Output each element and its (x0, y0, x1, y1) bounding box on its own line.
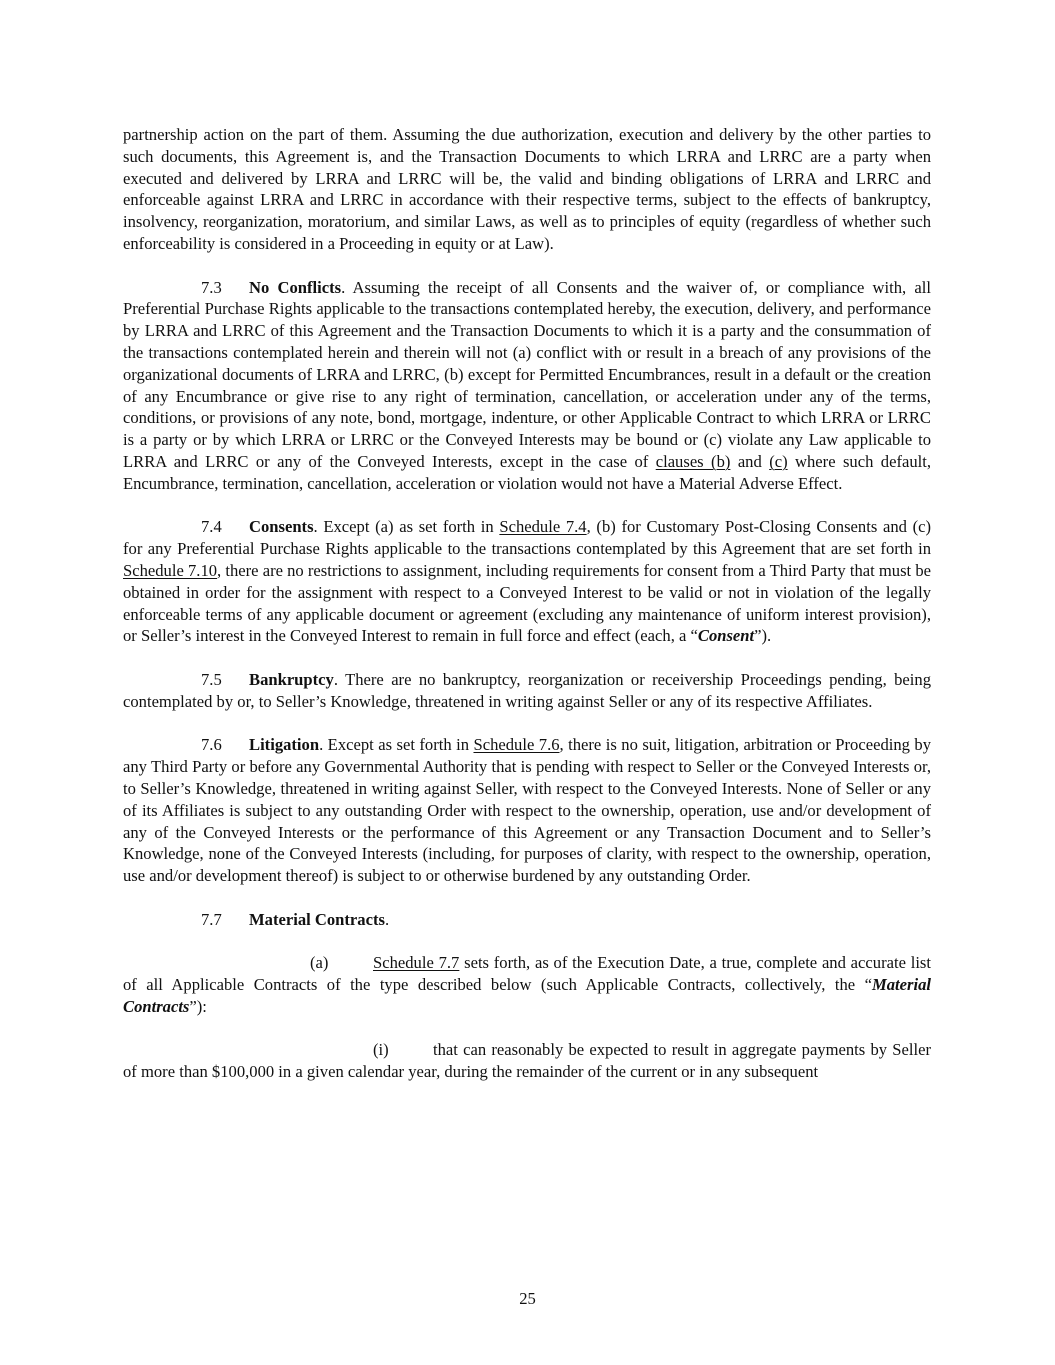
section-number: 7.4 (201, 517, 222, 537)
section-heading: Material Contracts (249, 909, 385, 929)
subsection-text: sets forth, as of the Execution Date, a true, complete and accurate list of all Applicable Contracts of the type described below (such Applicable Contracts, collectively, the “ (123, 953, 931, 995)
section-text: , there is no suit, litigation, arbitration or Proceeding by any Third Party or before any Governmental Authority that is pending with respect to Seller or the Conveyed Interests or, to Seller’s Knowledge, threatened in writing against Seller, with respect to the Conveyed Interests. None of Seller or any of its Affiliates is subject to any outstanding Order with respect to the ownership, operation, use and/or development of any of the Conveyed Interests or the performance of this Agreement or any Transaction Document and to Seller’s Knowledge, none of the Conveyed Interests (including, for purposes of clarity, with respect to the ownership, operation, use and/or development thereof) is subject to or otherwise burdened by any outstanding Order. (123, 735, 931, 886)
subsection-label: (a) (310, 953, 329, 973)
subsection-text: that can reasonably be expected to result in aggregate payments by Seller of more than $100,000 in a given calendar year, during the remainder of the current or in any subsequent (123, 1040, 931, 1082)
section-7-3-no-conflicts (123, 277, 931, 495)
defined-term-consent: Consent (697, 626, 755, 646)
subsection-7-7-a (123, 952, 931, 1017)
section-text: . Assuming the receipt of all Consents and the waiver of, or compliance with, all Preferential Purchase Rights applicable to the transactions contemplated hereby, the execution, delivery, and performance by LRRA and LRRC of this Agreement and the Transaction Documents to which it is a party and the consummation of the transactions contemplated herein and therein will not (a) conflict with or result in a breach of any provisions of the organizational documents of LRRA and LRRC, (b) except for Permitted Encumbrances, result in a default or the creation of any Encumbrance or give rise to any right of termination, cancellation, or acceleration under any of the terms, conditions, or provisions of any note, bond, mortgage, indenture, or other Applicable Contract to which LRRA or LRRC is a party or by which LRRA or LRRC or the Conveyed Interests may be bound or (c) violate any Law applicable to LRRA and LRRC or any of the Conveyed Interests, except in the case of (123, 277, 931, 471)
section-number: 7.7 (201, 909, 222, 929)
continuation-paragraph (123, 124, 931, 255)
section-text: ”). (754, 626, 772, 646)
section-text: , there are no restrictions to assignment, including requirements for consent from a Third Party that must be obtained in order for the assignment with respect to a Conveyed Interest to be valid or not in violation of the legally enforceable terms of any applicable document or agreement (excluding any maintenance of uniform interest provision), or Seller’s interest in the Conveyed Interest to remain in full force and effect (each, a “ (123, 560, 931, 646)
schedule-7-10-reference[interactable]: Schedule 7.10 (123, 560, 218, 580)
section-text: . Except (a) as set forth in (313, 517, 500, 537)
subsection-label: (i) (373, 1040, 389, 1060)
document-page (123, 124, 931, 1083)
section-7-7-material-contracts (123, 909, 931, 931)
section-text: where such default, Encumbrance, termination, cancellation, acceleration or violation would not have a Material Adverse Effect. (123, 451, 932, 493)
section-text: and (730, 451, 770, 471)
section-text: . There are no bankruptcy, reorganization or receivership Proceedings pending, being contemplated by or, to Seller’s Knowledge, threatened in writing against Seller or any of its respective Affiliates. (123, 669, 931, 711)
clause-reference-b[interactable]: clauses (b) (655, 451, 731, 471)
defined-term-material-contracts: Material Contracts (123, 975, 931, 1016)
section-number: 7.3 (201, 277, 222, 297)
section-7-6-litigation (123, 734, 931, 887)
paragraph-text: partnership action on the part of them. Assuming the due authorization, execution and delivery by the other parties to such documents, this Agreement is, and the Transaction Documents to which LRRA and LRRC are a party when executed and delivered by LRRA and LRRC will be, the valid and binding obligations of LRRA and LRRC and enforceable against LRRA and LRRC in accordance with their respective terms, subject to the effects of bankruptcy, insolvency, reorganization, moratorium, and similar Laws, as well as to principles of equity (regardless of whether such enforceability is considered in a Proceeding in equity or at Law). (123, 125, 931, 253)
section-heading: No Conflicts (249, 277, 342, 297)
section-7-4-consents (123, 516, 931, 647)
schedule-7-6-reference[interactable]: Schedule 7.6 (473, 735, 560, 755)
section-heading: Litigation (249, 735, 320, 755)
subsection-text: ”): (189, 996, 207, 1016)
section-7-5-bankruptcy (123, 669, 931, 713)
section-number: 7.5 (201, 669, 222, 689)
schedule-7-7-reference[interactable]: Schedule 7.7 (373, 953, 460, 973)
page-number: 25 (519, 1289, 536, 1308)
section-heading: Bankruptcy (249, 669, 334, 689)
clause-reference-c[interactable]: (c) (769, 451, 788, 471)
section-heading-period: . (384, 909, 390, 929)
subsection-7-7-a-i (123, 1039, 931, 1083)
schedule-7-4-reference[interactable]: Schedule 7.4 (499, 517, 587, 537)
section-text: . Except as set forth in (319, 735, 474, 755)
section-heading: Consents (249, 517, 314, 537)
section-number: 7.6 (201, 735, 222, 755)
section-text: , (b) for Customary Post-Closing Consents and (c) for any Preferential Purchase Rights applicable to the transactions contemplated by this Agreement that are set forth in (123, 517, 932, 559)
